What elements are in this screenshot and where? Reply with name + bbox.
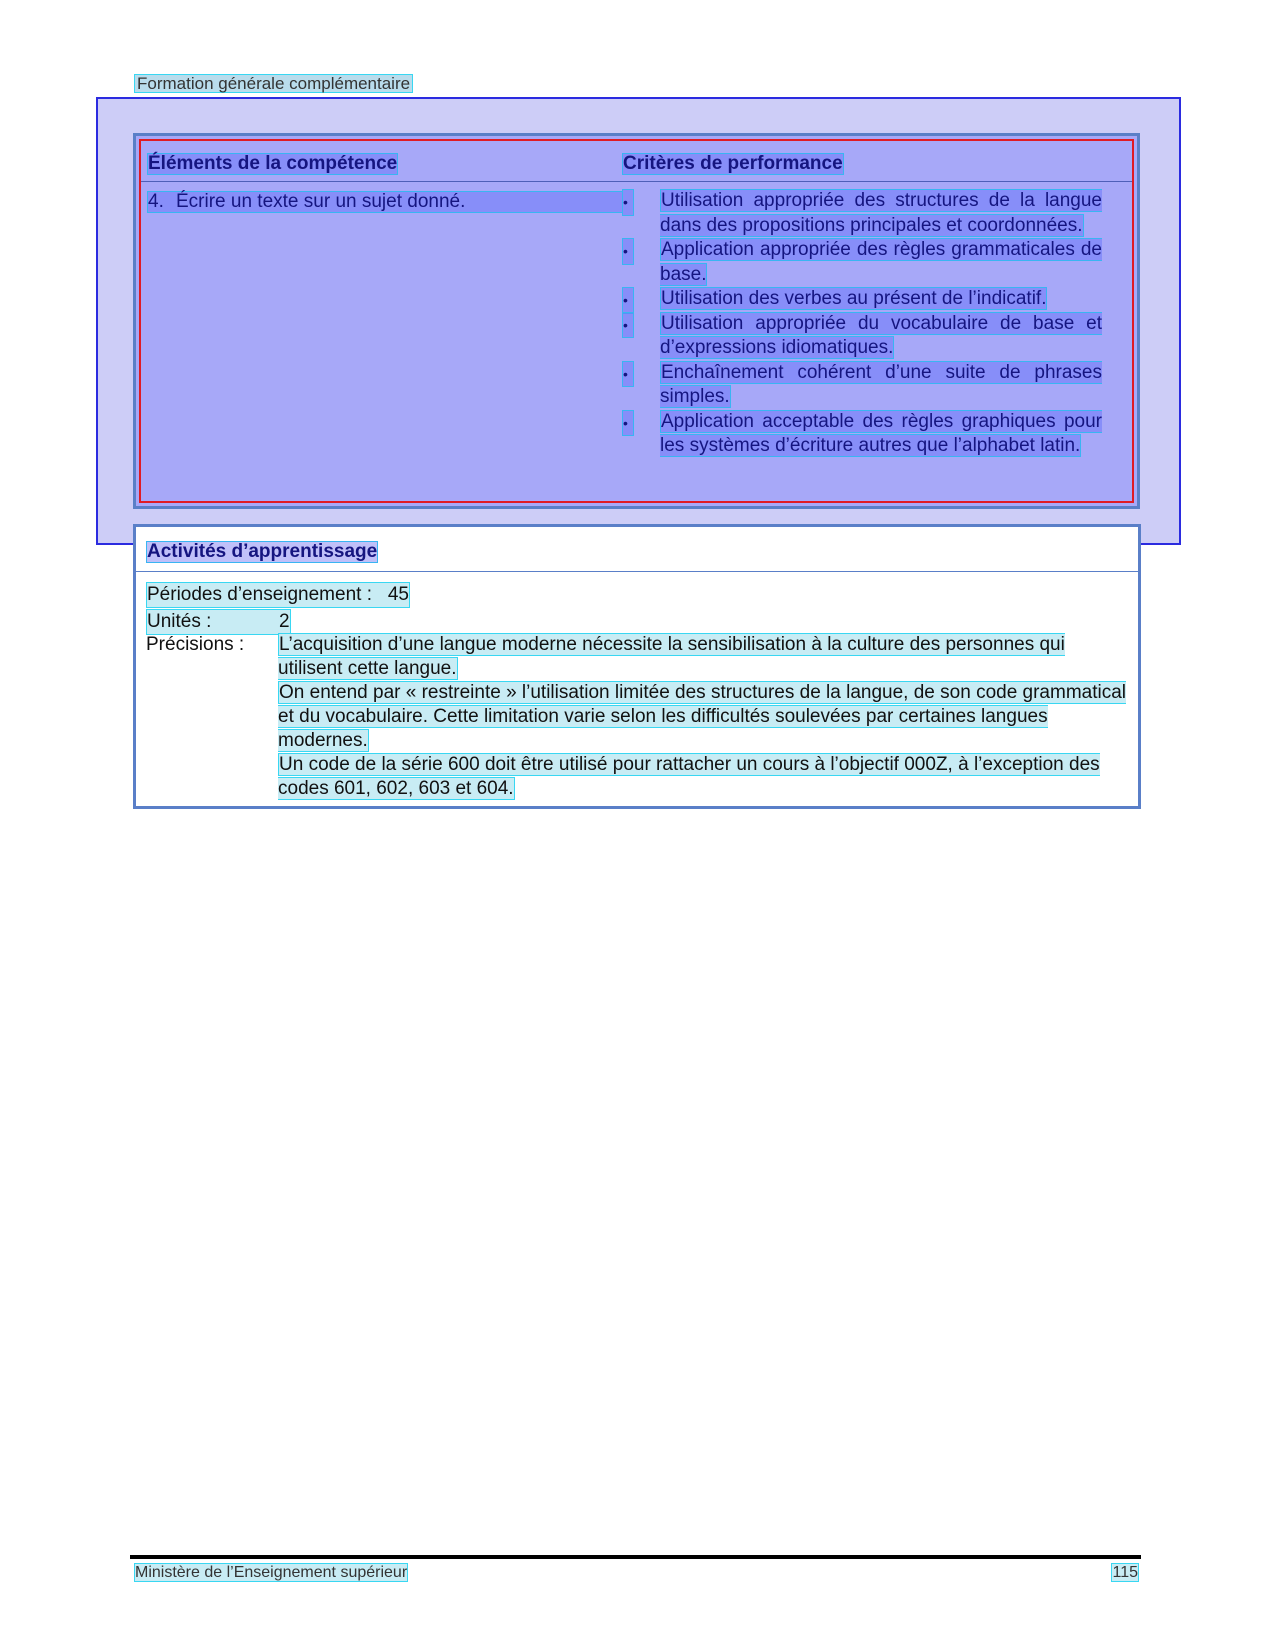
units-value: 2	[279, 611, 290, 632]
periods-value: 45	[387, 584, 409, 605]
bullet-icon: •	[622, 189, 634, 216]
criteria-text: Utilisation appropriée du vocabulaire de base et d’expressions idiomatiques.	[660, 312, 1102, 358]
precision-paragraph: Un code de la série 600 doit être utilisé pour rattacher un cours à l’objectif 000Z, à l’exception des codes 601, 602, 603 et 604.	[278, 754, 1100, 799]
element-number: 4.	[148, 191, 164, 212]
criteria-item	[622, 189, 1102, 238]
column-header-elements: Éléments de la compétence	[148, 153, 398, 174]
criteria-item	[622, 238, 1102, 287]
criteria-text: Application appropriée des règles grammaticales de base.	[660, 239, 1102, 285]
criteria-text: Utilisation des verbes au présent de l’indicatif.	[661, 288, 1047, 309]
precisions-body	[278, 633, 1128, 801]
activities-divider	[136, 571, 1138, 572]
criteria-item	[622, 287, 1102, 312]
column-header-criteria: Critères de performance	[623, 153, 843, 174]
periods-label: Périodes d’enseignement :	[147, 584, 372, 605]
activities-title: Activités d’apprentissage	[147, 541, 378, 562]
precision-paragraph: L’acquisition d’une langue moderne nécessite la sensibilisation à la culture des personnes qui utilisent cette langue.	[278, 634, 1065, 679]
periods-row	[146, 582, 410, 608]
bullet-icon: •	[622, 361, 634, 388]
competence-element	[147, 191, 623, 213]
criteria-text: Application acceptable des règles graphiques pour les systèmes d’écriture autres que l’alphabet latin.	[660, 410, 1102, 456]
precisions-label: Précisions :	[146, 634, 245, 655]
learning-activities-box	[133, 524, 1141, 809]
page-number: 115	[1112, 1564, 1138, 1581]
criteria-list	[622, 189, 1102, 459]
bullet-icon: •	[622, 312, 634, 339]
bullet-icon: •	[622, 287, 634, 314]
criteria-item	[622, 312, 1102, 361]
footer-rule	[130, 1555, 1141, 1559]
criteria-item	[622, 410, 1102, 459]
element-text: Écrire un texte sur un sujet donné.	[176, 191, 466, 212]
precision-paragraph: On entend par « restreinte » l’utilisation limitée des structures de la langue, de son code grammatical et du vocabulaire. Cette limitation varie selon les difficultés soulevées par certaines langues modernes.	[278, 682, 1127, 751]
competence-table	[133, 133, 1140, 509]
units-row	[146, 609, 291, 635]
footer-ministry: Ministère de l’Enseignement supérieur	[135, 1564, 408, 1581]
criteria-text: Utilisation appropriée des structures de la langue dans des propositions principales et coordonnées.	[660, 190, 1102, 236]
bullet-icon: •	[622, 410, 634, 437]
criteria-item	[622, 361, 1102, 410]
criteria-text: Enchaînement cohérent d’une suite de phrases simples.	[660, 361, 1102, 407]
running-header: Formation générale complémentaire	[134, 74, 413, 93]
units-label: Unités :	[147, 611, 212, 632]
competence-table-inner-frame	[139, 139, 1134, 503]
header-divider	[141, 181, 1132, 182]
bullet-icon: •	[622, 238, 634, 265]
